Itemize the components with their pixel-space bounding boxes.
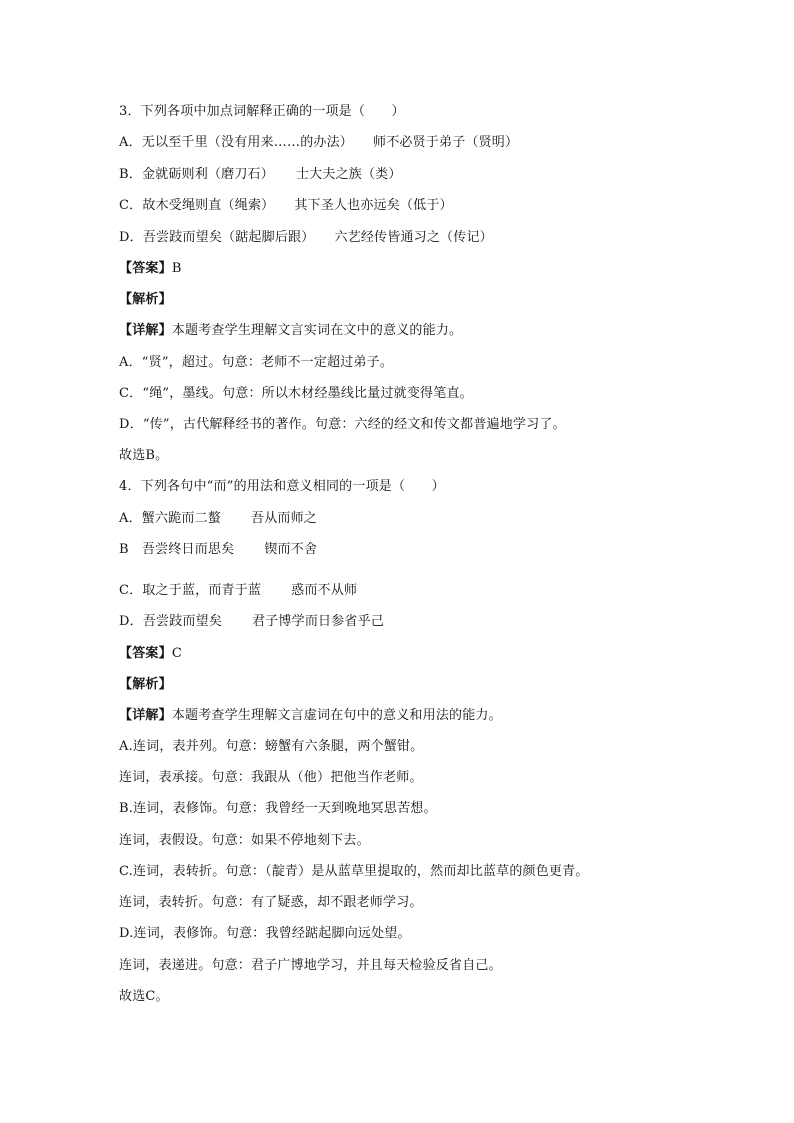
q4-option-b-part1: B 吾尝终日而思矣 [119,542,235,557]
q4-explanation-line: C.连词，表转折。句意：（靛青）是从蓝草里提取的，然而却比蓝草的颜色更青。 [119,864,589,879]
q3-explanation-c: C．“绳”，墨线。句意：所以木材经墨线比量过就变得笔直。 [119,386,473,401]
q3-detail-text: 本题考查学生理解文言实词在文中的意义的能力。 [171,323,463,338]
q3-option-d [119,229,493,247]
q4-option-c-part2: 惑而不从师 [291,583,358,598]
q4-option-d [119,613,384,631]
q4-explanation-line: 连词，表转折。句意：有了疑惑，却不跟老师学习。 [119,895,423,910]
q3-detail-tag: 【详解】 [119,323,172,338]
q4-explanation-line: A.连词，表并列。句意：螃蟹有六条腿，两个蟹钳。 [119,739,424,754]
q4-option-c [119,582,357,600]
q4-answer-value: C [171,646,182,661]
q3-analysis-tag: 【解析】 [119,292,172,307]
q3-option-b-part2: 士大夫之族（类） [295,167,402,182]
q3-option-a [119,134,518,152]
q3-option-b-part1: B．金就砺则利（磨刀石） [119,167,274,182]
q3-detail [119,322,462,340]
q3-answer-value: B [171,261,182,276]
q3-option-c-part1: C．故木受绳则直（绳索） [119,198,275,213]
q4-detail-tag: 【详解】 [119,708,172,723]
q4-analysis-tag: 【解析】 [119,677,172,692]
q4-explanation-line: 连词，表假设。句意：如果不停地刻下去。 [119,833,370,848]
q3-option-d-part1: D．吾尝跂而望矣（踮起脚后跟） [119,230,315,245]
q4-conclusion: 故选C。 [119,989,169,1004]
q4-answer [119,645,182,663]
q4-explanation-line: D.连词，表修饰。句意：我曾经踮起脚向远处望。 [119,926,411,941]
q3-option-c [119,197,453,215]
q3-answer [119,260,182,278]
q4-option-c-part1: C．取之于蓝，而青于蓝 [119,583,262,598]
q3-option-c-part2: 其下圣人也亦远矣（低于） [294,198,453,213]
q4-option-d-part1: D．吾尝跂而望矣 [119,614,223,629]
q4-option-b-part2: 锲而不舍 [264,542,318,557]
q4-option-a-part1: A．蟹六跪而二螯 [119,511,221,526]
q4-option-b [119,541,317,559]
q3-option-d-part2: 六艺经传皆通习之（传记） [334,230,493,245]
q4-option-a-part2: 吾从而师之 [251,511,318,526]
q3-answer-tag: 【答案】 [119,261,172,276]
q4-answer-tag: 【答案】 [119,646,172,661]
q4-explanation-line: B.连词，表修饰。句意：我曾经一天到晚地冥思苦想。 [119,801,437,816]
q3-stem: 3．下列各项中加点词解释正确的一项是（ ） [119,104,405,119]
q3-option-b [119,166,402,184]
q4-explanation-line: 连词，表递进。句意：君子广博地学习，并且每天检验反省自己。 [119,958,502,973]
q4-option-a [119,510,317,528]
q3-option-a-part1: A．无以至千里（没有用来……的办法） [119,135,353,150]
q4-detail [119,707,502,725]
q4-option-d-part2: 君子博学而日参省乎己 [252,614,385,629]
q3-explanation-a: A．“贤”，超过。句意：老师不一定超过弟子。 [119,355,394,370]
q4-detail-text: 本题考查学生理解文言虚词在句中的意义和用法的能力。 [171,708,502,723]
q4-explanation-line: 连词，表承接。句意：我跟从（他）把他当作老师。 [119,770,423,785]
q4-stem: 4．下列各句中“而”的用法和意义相同的一项是（ ） [119,479,445,494]
q3-conclusion: 故选B。 [119,448,169,463]
q3-option-a-part2: 师不必贤于弟子（贤明） [373,135,519,150]
q3-explanation-d: D．“传”，古代解释经书的著作。句意：六经的经文和传文都普遍地学习了。 [119,417,566,432]
